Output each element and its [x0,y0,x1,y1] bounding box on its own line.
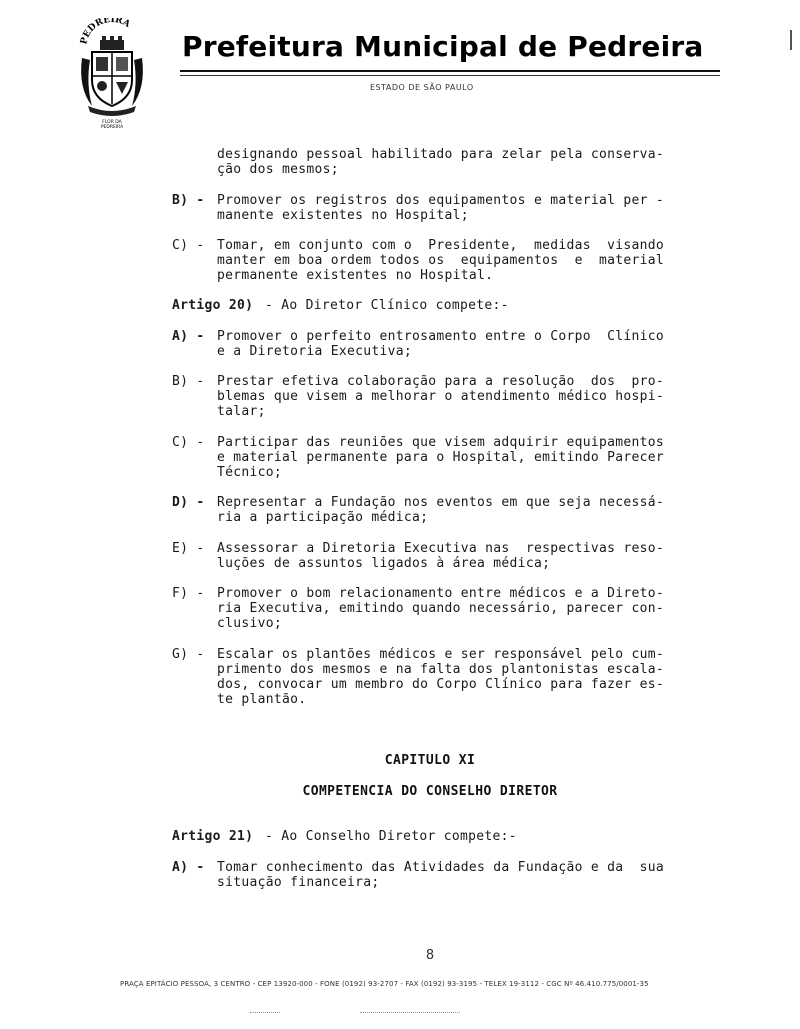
item-line: primento dos mesmos e na falta dos plantonistas escala- [217,662,664,677]
item-line: manente existentes no Hospital; [217,208,469,223]
item-label: E) - [172,541,205,556]
item-line: talar; [217,404,266,419]
item-line: e material permanente para o Hospital, emitindo Parecer [217,450,664,465]
item-line: Representar a Fundação nos eventos em que seja necessá- [217,495,664,510]
item-label: C) - [172,238,205,253]
item-line: ria a participação médica; [217,510,429,525]
item-line: te plantão. [217,692,307,707]
item-line: Participar das reuniões que visem adquirir equipamentos [217,435,664,450]
svg-text:FLOR DA: FLOR DA [102,120,122,125]
item-label: G) - [172,647,205,662]
item-label: D) - [172,495,205,510]
item-line: luções de assuntos ligados à área médica; [217,556,551,571]
item-line: manter em boa ordem todos os equipamentos e material [217,253,664,268]
letterhead-title: Prefeitura Municipal de Pedreira [182,30,704,63]
scan-artifact [250,1012,280,1014]
item-line: Promover o perfeito entrosamento entre o Corpo Clínico [217,329,664,344]
paragraph-line: ção dos mesmos; [217,162,339,177]
item-line: Promover os registros dos equipamentos e material per - [217,193,664,208]
margin-mark [790,30,792,50]
city-crest-logo [78,18,146,130]
item-line: Tomar conhecimento das Atividades da Fundação e da sua [217,860,664,875]
letterhead-rule-thin [180,75,720,76]
item-line: situação financeira; [217,875,380,890]
item-line: Prestar efetiva colaboração para a resolução dos pro- [217,374,664,389]
item-line: dos, convocar um membro do Corpo Clínico para fazer es- [217,677,664,692]
letterhead-rule [180,70,720,72]
article-label: Artigo 20) [172,298,254,313]
item-line: blemas que visem a melhorar o atendimento médico hospi- [217,389,664,404]
scan-artifact [360,1012,460,1014]
svg-text:PEDREIRA: PEDREIRA [100,125,124,130]
item-line: Técnico; [217,465,283,480]
item-label: A) - [172,860,205,875]
item-label: A) - [172,329,205,344]
item-label: F) - [172,586,205,601]
item-line: e a Diretoria Executiva; [217,344,413,359]
paragraph-line: designando pessoal habilitado para zelar pela conserva- [217,147,664,162]
item-line: clusivo; [217,616,283,631]
article-label: Artigo 21) [172,829,254,844]
article-text: - Ao Conselho Diretor compete:- [265,829,517,844]
item-line: Escalar os plantões médicos e ser responsável pelo cum- [217,647,664,662]
letterhead-footer: PRAÇA EPITÁCIO PESSOA, 3 CENTRO - CEP 13920-000 - FONE (0192) 93-2707 - FAX (0192) 93-3195 - TELEX 19-3112 - CGC Nº 46.410.775/0001-35 [120,980,649,988]
chapter-title: COMPETENCIA DO CONSELHO DIRETOR [302,784,558,799]
item-label: B) - [172,374,205,389]
item-line: Promover o bom relacionamento entre médicos e a Direto- [217,586,664,601]
item-line: permanente existentes no Hospital. [217,268,494,283]
item-line: ria Executiva, emitindo quando necessário, parecer con- [217,601,664,616]
item-label: C) - [172,435,205,450]
crest-text: PEDREIRA [79,18,132,46]
item-line: Assessorar a Diretoria Executiva nas respectivas reso- [217,541,664,556]
letterhead-subtitle: ESTADO DE SÃO PAULO [370,83,474,92]
chapter-heading: CAPITULO XI [384,753,476,768]
article-text: - Ao Diretor Clínico compete:- [265,298,509,313]
item-label: B) - [172,193,205,208]
page-number: 8 [425,948,435,963]
item-line: Tomar, em conjunto com o Presidente, medidas visando [217,238,664,253]
